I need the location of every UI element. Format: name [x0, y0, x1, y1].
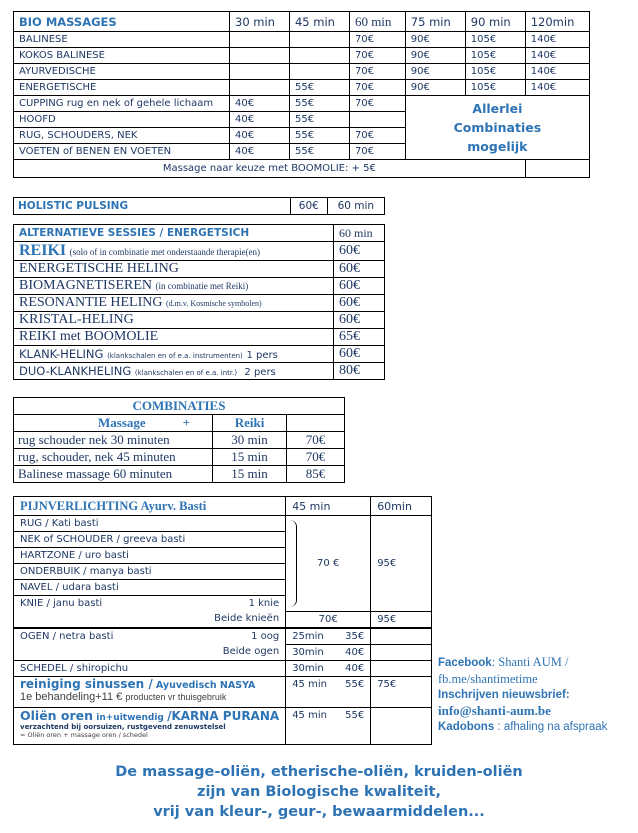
duration-header: 75 min [405, 12, 465, 32]
price-cell: 140€ [525, 48, 589, 64]
bio-massages-table [13, 11, 590, 178]
price-cell: 70€ [349, 48, 405, 64]
pijnverlichting-title: PIJNVERLICHTING Ayurv. Basti [14, 497, 286, 516]
karna-price: 55€ [345, 709, 365, 721]
plus-sign: + [182, 415, 190, 430]
massage-name: KOKOS BALINESE [14, 48, 230, 64]
session-title: KLANK-HELING [19, 347, 104, 361]
session-title: BIOMAGNETISEREN [19, 278, 152, 293]
basti-name: NAVEL / udara basti [14, 580, 286, 596]
session-name [14, 329, 334, 346]
ogen-both-time: 30min [292, 646, 324, 658]
ogen-name [14, 628, 286, 645]
price-cell: 60€ [334, 312, 385, 329]
knie-both: Beide knieën [14, 611, 286, 628]
ogen-label: OGEN / netra basti [20, 630, 114, 642]
table-row [14, 312, 385, 329]
combo-price: 70€ [287, 432, 345, 449]
footnote-line: vrij van kleur-, geur-, bewaarmiddelen... [153, 804, 485, 820]
table-row [14, 628, 432, 645]
price-cell [289, 48, 349, 64]
price-cell: 140€ [525, 64, 589, 80]
price-cell: 60€ [334, 295, 385, 312]
price-cell [230, 32, 290, 48]
session-note: (solo of in combinatie met onderstaande therapie(en) [69, 247, 261, 257]
price-cell: 55€ [289, 80, 349, 96]
ogen-single: 1 oog [251, 630, 280, 642]
session-title: ENERGETISCHE HELING [19, 261, 179, 276]
price-cell: 60€ [334, 346, 385, 363]
bio-oils-footnote [0, 762, 638, 822]
basti-name: NEK of SCHOUDER / greeva basti [14, 532, 286, 548]
session-title: DUO-KLANKHELING [19, 364, 132, 378]
session-note: (klankschalen en of e.a. instrumenten) [107, 352, 243, 360]
duration-header: 120min [525, 12, 589, 32]
price-cell: 105€ [465, 64, 525, 80]
combinaties-title: COMBINATIES [14, 398, 345, 415]
group-price-45 [286, 516, 371, 612]
table-row [14, 64, 590, 80]
table-row [14, 32, 590, 48]
table-row [14, 660, 432, 676]
price-cell: 65€ [334, 329, 385, 346]
price-cell [289, 32, 349, 48]
vouchers-label: Kadobons [438, 721, 495, 733]
table-row [14, 278, 385, 295]
holistic-pulsing-price: 60€ [291, 198, 328, 215]
massage-name: AYURVEDISCHE [14, 64, 230, 80]
price-cell: 70€ [349, 144, 405, 160]
price-cell: 60€ [334, 278, 385, 295]
table-row [14, 676, 432, 707]
session-name [14, 363, 334, 380]
empty-cell [525, 160, 589, 178]
price-cell: 80€ [334, 363, 385, 380]
col-massage-header [14, 415, 213, 432]
nasya-cell [286, 676, 371, 707]
price-cell [230, 80, 290, 96]
col-60-header: 60min [371, 497, 432, 516]
nasya-name [14, 676, 286, 707]
basti-name: ONDERBUIK / manya basti [14, 564, 286, 580]
karna-title-2: /KARNA PURANA [167, 708, 280, 723]
price-cell: 90€ [405, 48, 465, 64]
knie-label: KNIE / janu basti [20, 598, 103, 609]
vouchers-value: : afhaling na afspraak [494, 721, 608, 733]
karna-time: 45 min [292, 709, 327, 721]
session-title: REIKI [19, 242, 67, 259]
session-note: (d.m.v. Kosmische symbolen) [165, 299, 262, 308]
nasya-note-small: producten vr thuisgebruik [125, 691, 227, 702]
table-row [14, 346, 385, 363]
ogen-single-time: 25min [292, 630, 324, 642]
table-row [14, 48, 590, 64]
nasya-time: 45 min [292, 678, 327, 690]
price-cell: 40€ [230, 96, 290, 112]
table-row [14, 242, 385, 261]
price-cell: 105€ [465, 80, 525, 96]
nasya-price: 55€ [345, 678, 365, 690]
price-cell [230, 64, 290, 80]
table-row [14, 363, 385, 380]
combinations-note [405, 96, 589, 160]
facebook-label: Facebook [438, 657, 492, 669]
price-cell [349, 112, 405, 128]
holistic-pulsing-table [13, 197, 385, 215]
combinations-note-line: Combinaties [453, 120, 542, 135]
ogen-both-cell [286, 644, 371, 660]
table-row [14, 449, 345, 466]
pijnverlichting-table [13, 496, 432, 745]
session-name [14, 346, 334, 363]
brace-icon [290, 520, 297, 607]
holistic-pulsing-duration: 60 min [327, 198, 384, 215]
duration-header: 90 min [465, 12, 525, 32]
holistic-pulsing-title: HOLISTIC PULSING [14, 198, 291, 215]
combo-massage: rug schouder nek 30 minuten [14, 432, 213, 449]
facebook-url[interactable]: fb.me/shantimetime [438, 672, 538, 686]
price-cell: 70€ [349, 32, 405, 48]
karna-mid: in+uitwendig [96, 712, 164, 723]
combo-reiki: 30 min [213, 432, 287, 449]
price-cell [230, 48, 290, 64]
combinations-note-line: mogelijk [467, 139, 528, 154]
session-title: RESONANTIE HELING [19, 295, 163, 310]
karna-note-2: = Oliën oren + massage oren / schedel [20, 730, 148, 739]
massage-name: RUG, SCHOUDERS, NEK [14, 128, 230, 144]
price-cell: 40€ [230, 112, 290, 128]
footnote-line: zijn van Biologische kwaliteit, [197, 784, 441, 800]
price-cell: 90€ [405, 32, 465, 48]
schedel-time: 30min [292, 662, 324, 674]
ogen-single-cell [286, 628, 371, 645]
basti-name: HARTZONE / uro basti [14, 548, 286, 564]
table-row [14, 432, 345, 449]
table-row [14, 707, 432, 744]
combo-massage: Balinese massage 60 minuten [14, 466, 213, 483]
session-name [14, 242, 334, 261]
ogen-both-price: 40€ [345, 646, 365, 658]
nasya-title: reiniging sinussen / [20, 676, 153, 691]
empty-cell [371, 707, 432, 744]
nasya-price-60: 75€ [371, 676, 432, 707]
ogen-both: Beide ogen [14, 644, 286, 660]
knie-both-60: 95€ [371, 611, 432, 628]
price-cell: 40€ [230, 128, 290, 144]
session-title: KRISTAL-HELING [19, 312, 134, 327]
massage-name: BALINESE [14, 32, 230, 48]
schedel-price: 40€ [345, 662, 365, 674]
price-cell: 60€ [334, 261, 385, 278]
price-cell: 105€ [465, 32, 525, 48]
empty-cell [371, 660, 432, 676]
price-cell: 55€ [289, 144, 349, 160]
footnote-line: De massage-oliën, etherische-oliën, kruiden-oliën [115, 764, 523, 780]
table-row [14, 261, 385, 278]
email-link[interactable]: info@shanti-aum.be [438, 703, 551, 718]
price-cell: 55€ [289, 112, 349, 128]
price-cell: 140€ [525, 32, 589, 48]
combo-reiki: 15 min [213, 466, 287, 483]
combinaties-table [13, 397, 345, 483]
price-cell: 70€ [349, 96, 405, 112]
table-row [14, 295, 385, 312]
price-cell [289, 64, 349, 80]
combo-massage: rug, schouder, nek 45 minuten [14, 449, 213, 466]
table-row [14, 644, 432, 660]
karna-note: verzachtend bij oorsuizen, rustgevend zenuwstelsel [20, 722, 226, 731]
bio-massages-title: BIO MASSAGES [14, 12, 230, 32]
duration-header: 60 min [349, 12, 405, 32]
price-cell: 90€ [405, 64, 465, 80]
table-row [14, 80, 590, 96]
basti-name: RUG / Kati basti [14, 516, 286, 532]
facebook-value: : Shanti AUM / [491, 655, 569, 669]
nasya-subtitle: Ayuvedisch NASYA [155, 679, 256, 691]
price-cell: 70€ [349, 64, 405, 80]
price-cell: 90€ [405, 80, 465, 96]
karna-name [14, 707, 286, 744]
boomolie-note: Massage naar keuze met BOOMOLIE: + 5€ [14, 160, 526, 178]
session-persons: 2 pers [244, 367, 276, 378]
karna-cell [286, 707, 371, 744]
alternatieve-duration: 60 min [334, 225, 385, 242]
basti-name [14, 596, 286, 612]
group-price-45-value: 70 € [317, 557, 340, 569]
karna-title: Oliën oren [20, 707, 94, 723]
session-name [14, 278, 334, 295]
massage-name: CUPPING rug en nek of gehele lichaam [14, 96, 230, 112]
schedel-name: SCHEDEL / shiropichu [14, 660, 286, 676]
price-cell: 60€ [334, 242, 385, 261]
combo-price: 85€ [287, 466, 345, 483]
newsletter-label: Inschrijven nieuwsbrief: [438, 689, 570, 701]
alternatieve-sessies-table [13, 224, 385, 380]
alternatieve-title: ALTERNATIEVE SESSIES / ENERGETSICH [14, 225, 334, 242]
empty-cell [371, 628, 432, 645]
ogen-single-price: 35€ [345, 630, 365, 642]
combo-reiki: 15 min [213, 449, 287, 466]
group-price-60: 95€ [371, 516, 432, 612]
price-cell: 55€ [289, 96, 349, 112]
knie-both-45: 70€ [286, 611, 371, 628]
session-note: (klankschalen en of e.a. intr.) [134, 369, 238, 377]
price-cell: 70€ [349, 128, 405, 144]
table-row [14, 329, 385, 346]
combo-price: 70€ [287, 449, 345, 466]
duration-header: 45 min [289, 12, 349, 32]
table-row [14, 516, 432, 532]
price-cell: 70€ [349, 80, 405, 96]
massage-name: HOOFD [14, 112, 230, 128]
massage-name: ENERGETISCHE [14, 80, 230, 96]
price-cell: 140€ [525, 80, 589, 96]
session-note: (in combinatie met Reiki) [155, 281, 249, 291]
schedel-cell [286, 660, 371, 676]
col-45-header: 45 min [286, 497, 371, 516]
price-cell: 55€ [289, 128, 349, 144]
table-row [14, 466, 345, 483]
session-name [14, 295, 334, 312]
col-reiki-header: Reiki [213, 415, 287, 432]
empty-header [287, 415, 345, 432]
duration-header: 30 min [230, 12, 290, 32]
price-cell: 105€ [465, 48, 525, 64]
massage-name: VOETEN of BENEN EN VOETEN [14, 144, 230, 160]
table-row [14, 611, 432, 628]
session-name [14, 261, 334, 278]
massage-label: Massage [98, 415, 146, 430]
table-row [14, 96, 590, 112]
contact-info [438, 654, 607, 735]
session-persons: 1 pers [246, 350, 278, 361]
session-name [14, 312, 334, 329]
knie-single: 1 knie [248, 598, 280, 609]
combinations-note-line: Allerlei [472, 101, 523, 116]
empty-cell [371, 644, 432, 660]
nasya-note: 1e behandeling+11 € [20, 690, 123, 703]
session-title: REIKI met BOOMOLIE [19, 329, 159, 344]
price-cell: 40€ [230, 144, 290, 160]
